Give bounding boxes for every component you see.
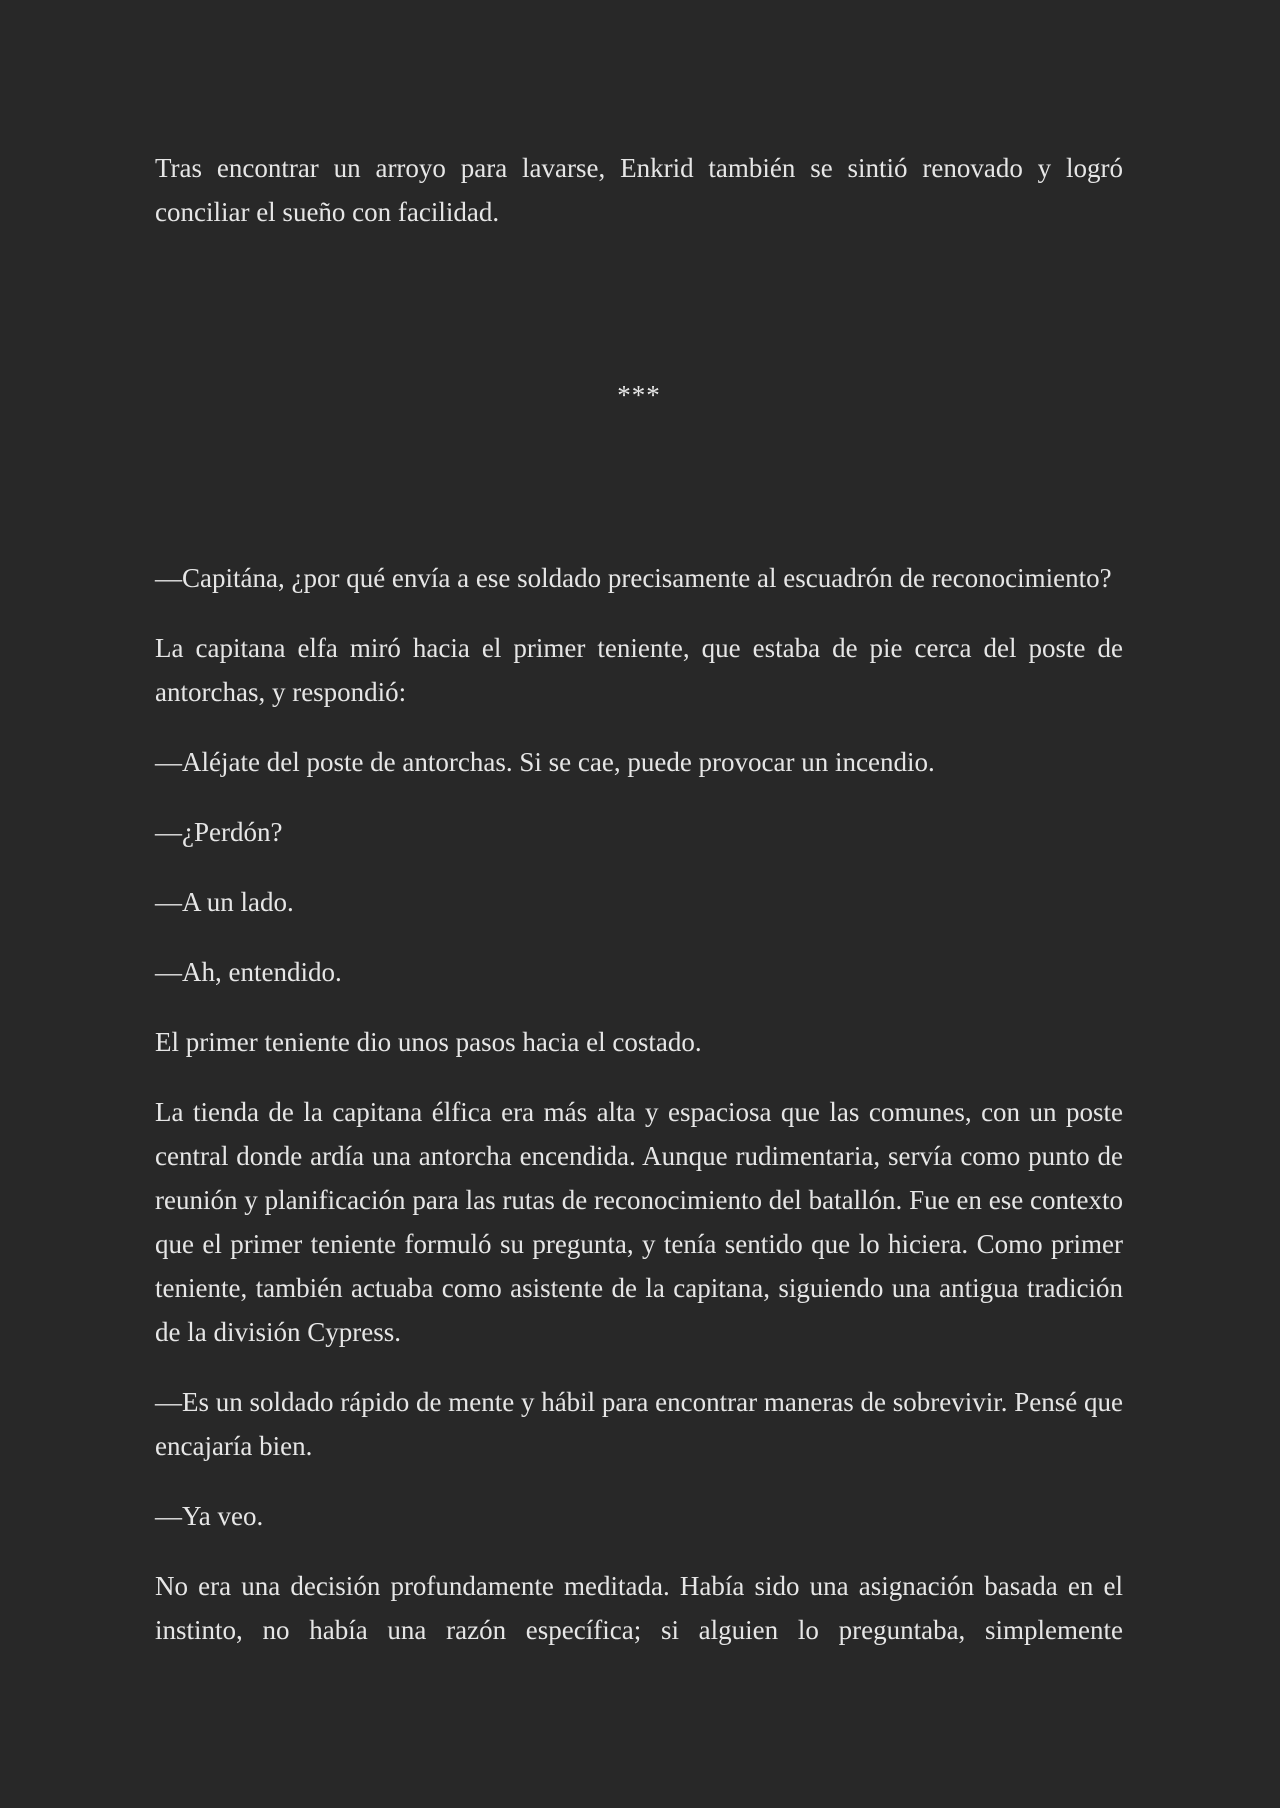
paragraph-understood: —Ah, entendido. [155,957,342,987]
scene-separator: *** [617,380,661,410]
paragraph-elf-captain-reply: La capitana elfa miró hacia el primer teniente, que estaba de pie cerca del poste de antorchas, y respondió: [155,633,1123,707]
paragraph-torch-warning: —Aléjate del poste de antorchas. Si se cae, puede provocar un incendio. [155,747,935,777]
intro-paragraph: Tras encontrar un arroyo para lavarse, Enkrid también se sintió renovado y logró conciliar el sueño con facilidad. [155,153,1123,227]
paragraph-decision-instinct: No era una decisión profundamente meditada. Había sido una asignación basada en el instinto, no había una razón específica; si alguien lo preguntaba, simplemente [155,1571,1123,1645]
paragraph-soldier-assessment: —Es un soldado rápido de mente y hábil para encontrar maneras de sobrevivir. Pensé que encajaría bien. [155,1387,1123,1461]
reader-page [155,146,1123,1678]
paragraph-pardon: —¿Perdón? [155,817,283,847]
paragraph-tent-description: La tienda de la capitana élfica era más alta y espaciosa que las comunes, con un poste central donde ardía una antorcha encendida. Aunque rudimentaria, servía como punto de reunión y planificación para las rutas de reconocimiento del batallón. Fue en ese contexto que el primer teniente formuló su pregunta, y tenía sentido que lo hiciera. Como primer teniente, también actuaba como asistente de la capitana, siguiendo una antigua tradición de la división Cypress. [155,1097,1123,1347]
paragraph-lieutenant-steps: El primer teniente dio unos pasos hacia el costado. [155,1027,702,1057]
paragraph-i-see: —Ya veo. [155,1501,264,1531]
separator-spacing [155,417,1123,556]
paragraph-aside: —A un lado. [155,887,294,917]
paragraph-captain-question: —Capitána, ¿por qué envía a ese soldado precisamente al escuadrón de reconocimiento? [155,563,1112,593]
